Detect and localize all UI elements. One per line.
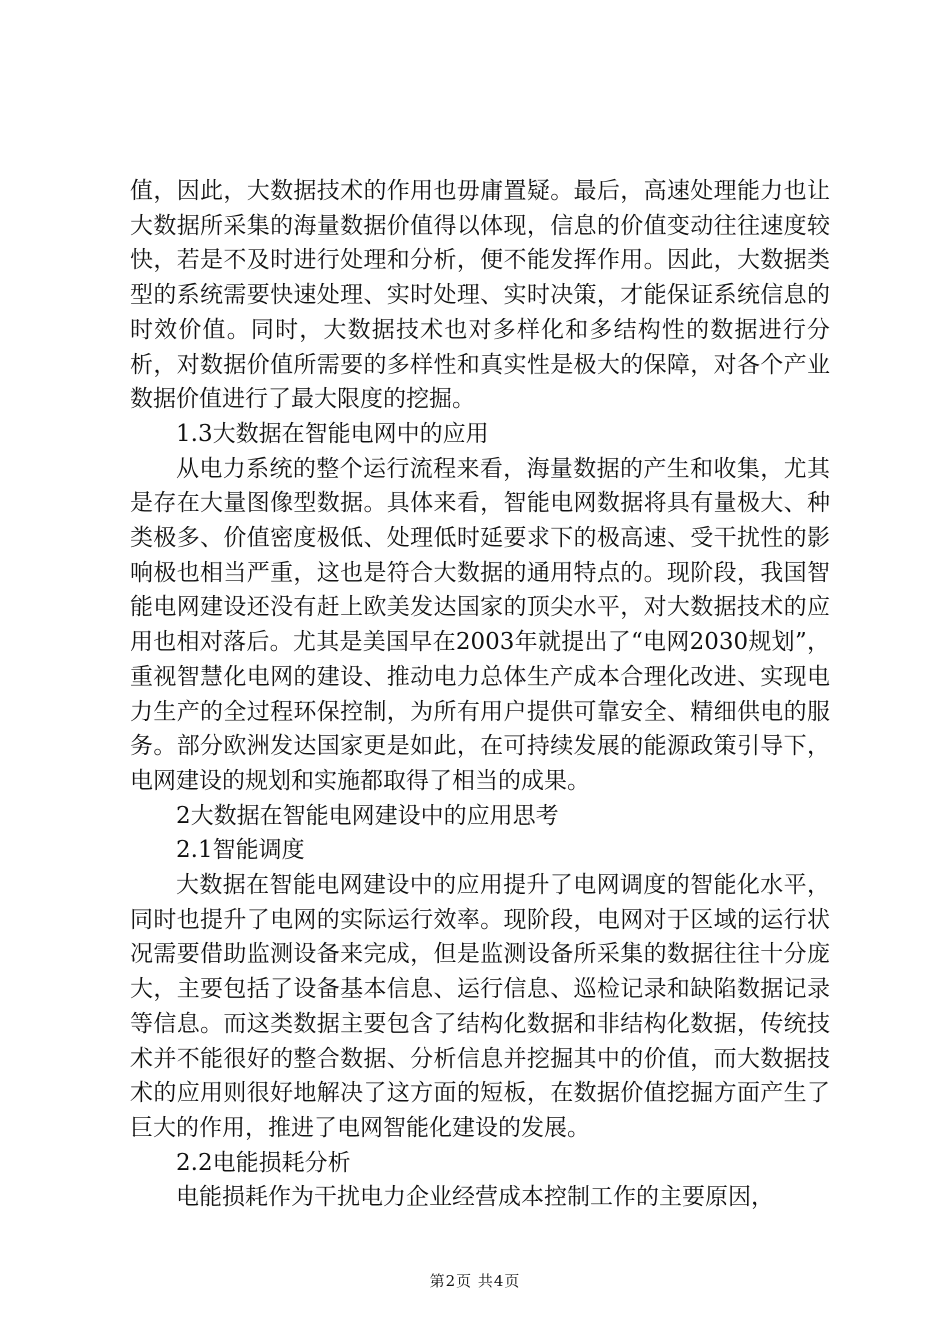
section-heading-2: 2大数据在智能电网建设中的应用思考 (176, 802, 559, 829)
section-heading-2-2: 2.2电能损耗分析 (176, 1149, 351, 1176)
document-body (130, 174, 830, 1215)
page-footer: 第2页 共4页 (429, 1272, 521, 1290)
paragraph-continuation: 值，因此，大数据技术的作用也毋庸置疑。最后，高速处理能力也让大数据所采集的海量数据价值得以体现，信息的价值变动往往速度较快，若是不及时进行处理和分析，便不能发挥作用。因此，大数据类型的系统需要快速处理、实时处理、实时决策，才能保证系统信息的时效价值。同时，大数据技术也对多样化和多结构性的数据进行分析，对数据价值所需要的多样性和真实性是极大的保障，对各个产业数据价值进行了最大限度的挖掘。 (130, 178, 830, 413)
section-heading-2-1: 2.1智能调度 (176, 837, 305, 864)
section-heading-1-3: 1.3大数据在智能电网中的应用 (176, 420, 489, 447)
paragraph-energy-loss: 电能损耗作为干扰电力企业经营成本控制工作的主要原因， (176, 1184, 774, 1211)
paragraph-smart-dispatch: 大数据在智能电网建设中的应用提升了电网调度的智能化水平，同时也提升了电网的实际运行效率。现阶段，电网对于区域的运行状况需要借助监测设备来完成，但是监测设备所采集的数据往往十分庞大，主要包括了设备基本信息、运行信息、巡检记录和缺陷数据记录等信息。而这类数据主要包含了结构化数据和非结构化数据，传统技术并不能很好的整合数据、分析信息并挖掘其中的价值，而大数据技术的应用则很好地解决了这方面的短板，在数据价值挖掘方面产生了巨大的作用，推进了电网智能化建设的发展。 (130, 872, 830, 1141)
paragraph-power-system: 从电力系统的整个运行流程来看，海量数据的产生和收集，尤其是存在大量图像型数据。具体来看，智能电网数据将具有量极大、种类极多、价值密度极低、处理低时延要求下的极高速、受干扰性的影响极也相当严重，这也是符合大数据的通用特点的。现阶段，我国智能电网建设还没有赶上欧美发达国家的顶尖水平，对大数据技术的应用也相对落后。尤其是美国早在2003年就提出了“电网2030规划”，重视智慧化电网的建设、推动电力总体生产成本合理化改进、实现电力生产的全过程环保控制，为所有用户提供可靠安全、精细供电的服务。部分欧洲发达国家更是如此，在可持续发展的能源政策引导下，电网建设的规划和实施都取得了相当的成果。 (130, 455, 830, 794)
